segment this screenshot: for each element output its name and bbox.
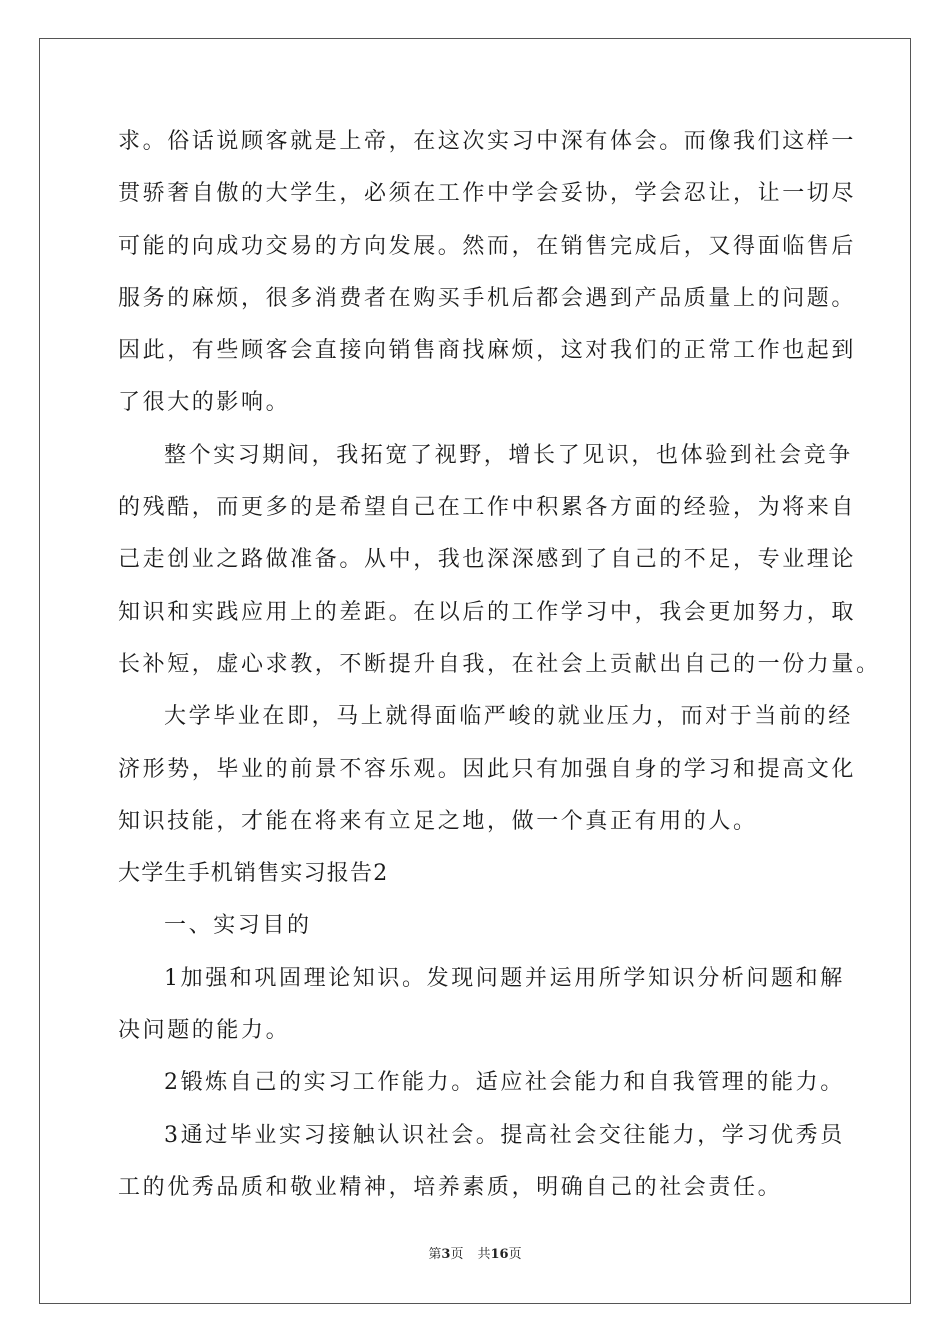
text-line: 可能的向成功交易的方向发展。然而，在销售完成后，又得面临售后 <box>118 233 857 259</box>
page-total: 16 <box>490 1247 509 1262</box>
text-line: 知识技能，才能在将来有立足之地，做一个真正有用的人。 <box>118 808 758 834</box>
section-heading: 大学生手机销售实习报告2 <box>118 861 389 887</box>
document-body <box>118 116 881 1214</box>
text-line: 一、实习目的 <box>164 913 312 939</box>
total-suffix: 页 <box>508 1247 522 1262</box>
text-line: 知识和实践应用上的差距。在以后的工作学习中，我会更加努力，取 <box>118 599 857 625</box>
text-line: 3通过毕业实习接触认识社会。提高社会交往能力，学习优秀员 <box>164 1122 845 1148</box>
text-line: 长补短，虚心求教，不断提升自我，在社会上贡献出自己的一份力量。 <box>118 651 881 677</box>
text-line: 贯骄奢自傲的大学生，必须在工作中学会妥协，学会忍让，让一切尽 <box>118 181 857 207</box>
text-line: 己走创业之路做准备。从中，我也深深感到了自己的不足，专业理论 <box>118 547 857 573</box>
text-line: 因此，有些顾客会直接向销售商找麻烦，这对我们的正常工作也起到 <box>118 338 857 364</box>
total-prefix: 共 <box>477 1247 491 1262</box>
text-line: 整个实习期间，我拓宽了视野，增长了见识，也体验到社会竞争 <box>164 442 853 468</box>
page-prefix: 第 <box>428 1247 442 1262</box>
text-line: 求。俗话说顾客就是上帝，在这次实习中深有体会。而像我们这样一 <box>118 129 857 154</box>
text-line: 1加强和巩固理论知识。发现问题并运用所学知识分析问题和解 <box>164 965 845 991</box>
text-line: 决问题的能力。 <box>118 1018 291 1044</box>
text-line: 济形势，毕业的前景不容乐观。因此只有加强自身的学习和提高文化 <box>118 756 857 782</box>
text-line: 的残酷，而更多的是希望自己在工作中积累各方面的经验，为将来自 <box>118 495 857 521</box>
text-line: 2锻炼自己的实习工作能力。适应社会能力和自我管理的能力。 <box>164 1070 845 1096</box>
text-line: 了很大的影响。 <box>118 390 291 416</box>
text-line: 工的优秀品质和敬业精神，培养素质，明确自己的社会责任。 <box>118 1174 783 1200</box>
text-line: 大学毕业在即，马上就得面临严峻的就业压力，而对于当前的经 <box>164 704 853 730</box>
text-line: 服务的麻烦，很多消费者在购买手机后都会遇到产品质量上的问题。 <box>118 285 857 311</box>
page-suffix: 页 <box>450 1247 464 1262</box>
page-footer <box>0 1243 950 1262</box>
page-current: 3 <box>441 1247 451 1262</box>
